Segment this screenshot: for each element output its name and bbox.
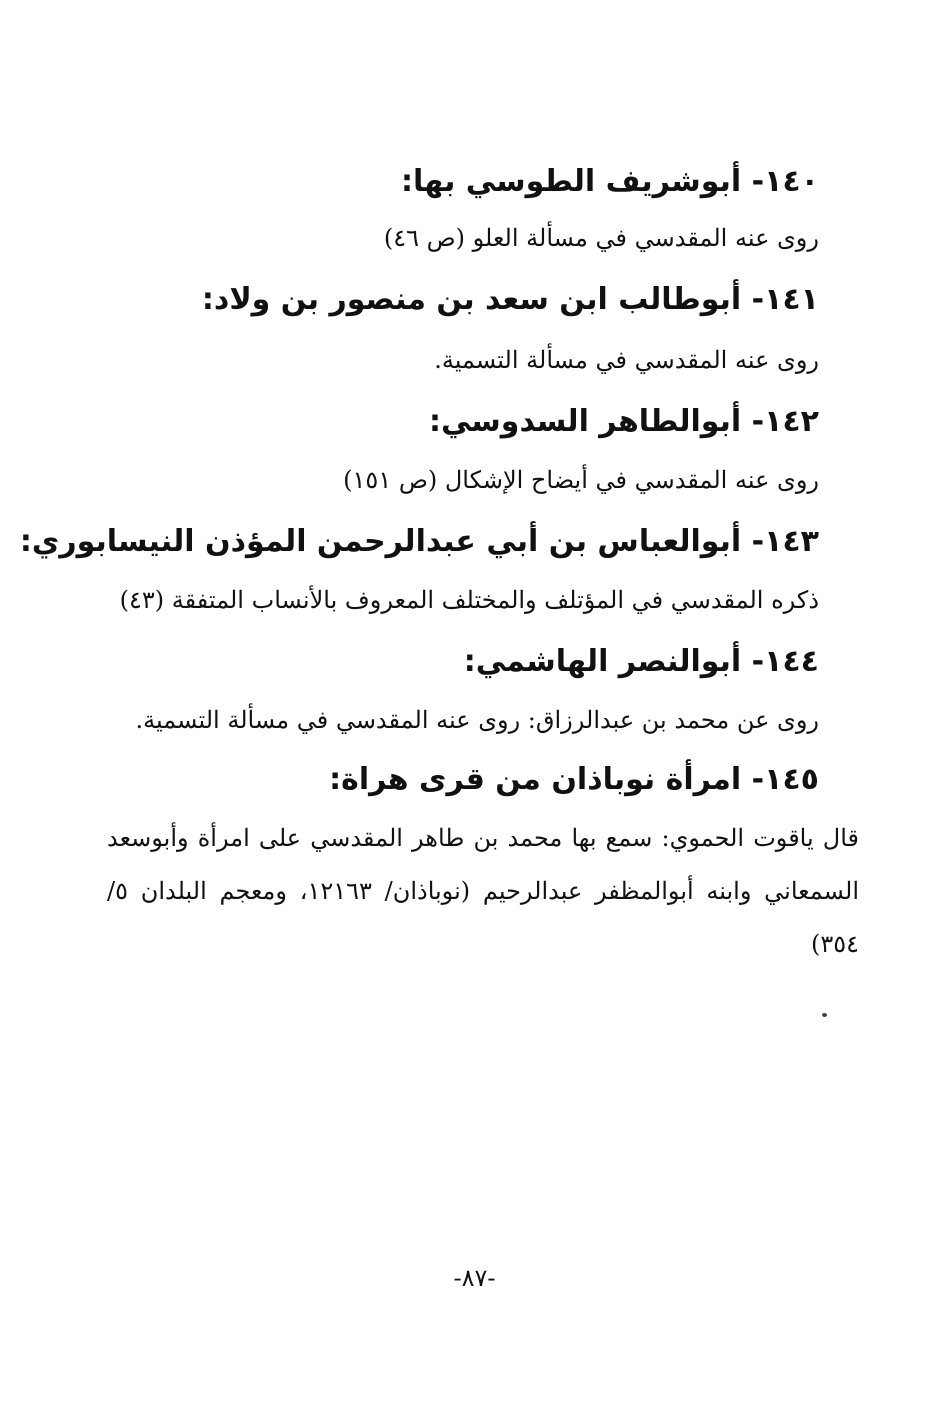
entry-145-paragraph: قال ياقوت الحموي: سمع بها محمد بن طاهر المقدسي على امرأة وأبوسعد السمعاني وابنه أبوالمظفر عبدالرحيم (نوباذان/ ١٢١٦٣، ومعجم البلدان ٥/ ٣٥٤) [107,824,860,958]
entry-143-text: ذكره المقدسي في المؤتلف والمختلف المعروف بالأنساب المتفقة (٤٣) [119,586,819,614]
entry-143-heading: ١٤٣- أبوالعباس بن أبي عبدالرحمن المؤذن النيسابوري: [19,524,819,559]
print-speck [822,1013,827,1017]
entry-140-heading: ١٤٠- أبوشريف الطوسي بها: [401,164,819,199]
page-number: -٨٧- [453,1264,496,1292]
entry-141-heading: ١٤١- أبوطالب ابن سعد بن منصور بن ولاد: [201,282,819,317]
entry-142-text: روى عنه المقدسي في أيضاح الإشكال (ص ١٥١) [343,466,819,494]
entry-144-heading: ١٤٤- أبوالنصر الهاشمي: [463,644,819,679]
entry-140-text: روى عنه المقدسي في مسألة العلو (ص ٤٦) [383,224,819,252]
entry-141-text: روى عنه المقدسي في مسألة التسمية. [434,346,819,374]
entry-145-heading: ١٤٥- امرأة نوباذان من قرى هراة: [329,762,819,797]
entry-142-heading: ١٤٢- أبوالطاهر السدوسي: [428,404,819,439]
entry-144-text: روى عن محمد بن عبدالرزاق: روى عنه المقدسي في مسألة التسمية. [135,706,819,734]
